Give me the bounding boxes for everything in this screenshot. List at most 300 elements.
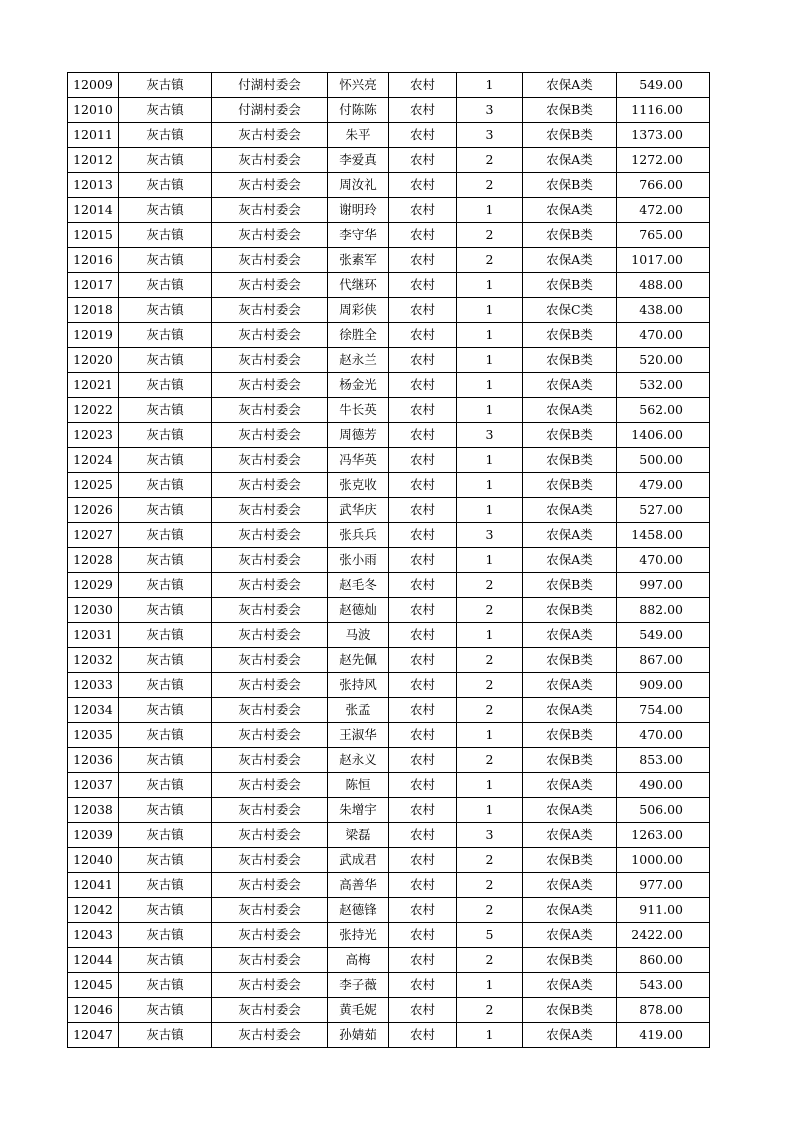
amount-cell: 500.00	[617, 448, 710, 473]
amount-cell: 1263.00	[617, 823, 710, 848]
insurance-category-cell: 农保A类	[523, 973, 617, 998]
insurance-category-cell: 农保B类	[523, 173, 617, 198]
record-id-cell: 12029	[68, 573, 119, 598]
town-cell: 灰古镇	[119, 973, 212, 998]
area-type-cell: 农村	[389, 423, 457, 448]
record-id-cell: 12013	[68, 173, 119, 198]
name-cell: 赵德灿	[328, 598, 389, 623]
name-cell: 周彩侠	[328, 298, 389, 323]
insurance-category-cell: 农保A类	[523, 523, 617, 548]
name-cell: 周德芳	[328, 423, 389, 448]
insurance-category-cell: 农保B类	[523, 273, 617, 298]
table-row	[68, 398, 710, 423]
name-cell: 赵德锋	[328, 898, 389, 923]
household-count-cell: 1	[457, 623, 523, 648]
household-count-cell: 2	[457, 173, 523, 198]
insurance-category-cell: 农保A类	[523, 198, 617, 223]
insurance-category-cell: 农保A类	[523, 373, 617, 398]
town-cell: 灰古镇	[119, 848, 212, 873]
area-type-cell: 农村	[389, 348, 457, 373]
table-row	[68, 173, 710, 198]
town-cell: 灰古镇	[119, 798, 212, 823]
table-row	[68, 598, 710, 623]
amount-cell: 909.00	[617, 673, 710, 698]
insurance-category-cell: 农保B类	[523, 123, 617, 148]
area-type-cell: 农村	[389, 373, 457, 398]
name-cell: 陈恒	[328, 773, 389, 798]
town-cell: 灰古镇	[119, 373, 212, 398]
record-id-cell: 12016	[68, 248, 119, 273]
record-id-cell: 12019	[68, 323, 119, 348]
town-cell: 灰古镇	[119, 573, 212, 598]
village-committee-cell: 灰古村委会	[212, 748, 328, 773]
village-committee-cell: 灰古村委会	[212, 773, 328, 798]
household-count-cell: 2	[457, 898, 523, 923]
insurance-category-cell: 农保B类	[523, 573, 617, 598]
household-count-cell: 2	[457, 748, 523, 773]
insurance-category-cell: 农保A类	[523, 623, 617, 648]
household-count-cell: 1	[457, 73, 523, 98]
table-row	[68, 473, 710, 498]
insurance-category-cell: 农保B类	[523, 98, 617, 123]
insurance-category-cell: 农保B类	[523, 748, 617, 773]
insurance-category-cell: 农保B类	[523, 348, 617, 373]
household-count-cell: 3	[457, 523, 523, 548]
village-committee-cell: 灰古村委会	[212, 673, 328, 698]
town-cell: 灰古镇	[119, 648, 212, 673]
name-cell: 梁磊	[328, 823, 389, 848]
name-cell: 张兵兵	[328, 523, 389, 548]
amount-cell: 438.00	[617, 298, 710, 323]
record-id-cell: 12031	[68, 623, 119, 648]
village-committee-cell: 灰古村委会	[212, 273, 328, 298]
household-count-cell: 1	[457, 448, 523, 473]
name-cell: 张孟	[328, 698, 389, 723]
household-count-cell: 2	[457, 223, 523, 248]
table-row	[68, 923, 710, 948]
town-cell: 灰古镇	[119, 423, 212, 448]
area-type-cell: 农村	[389, 573, 457, 598]
town-cell: 灰古镇	[119, 448, 212, 473]
name-cell: 王淑华	[328, 723, 389, 748]
village-committee-cell: 灰古村委会	[212, 848, 328, 873]
name-cell: 怀兴亮	[328, 73, 389, 98]
amount-cell: 977.00	[617, 873, 710, 898]
record-id-cell: 12009	[68, 73, 119, 98]
amount-cell: 765.00	[617, 223, 710, 248]
area-type-cell: 农村	[389, 698, 457, 723]
table-row	[68, 448, 710, 473]
area-type-cell: 农村	[389, 398, 457, 423]
area-type-cell: 农村	[389, 223, 457, 248]
insurance-category-cell: 农保B类	[523, 323, 617, 348]
household-count-cell: 3	[457, 423, 523, 448]
record-id-cell: 12046	[68, 998, 119, 1023]
insurance-category-cell: 农保B类	[523, 423, 617, 448]
insurance-category-cell: 农保A类	[523, 823, 617, 848]
name-cell: 李守华	[328, 223, 389, 248]
village-committee-cell: 灰古村委会	[212, 923, 328, 948]
insurance-category-cell: 农保A类	[523, 673, 617, 698]
table-row	[68, 848, 710, 873]
area-type-cell: 农村	[389, 623, 457, 648]
name-cell: 李爱真	[328, 148, 389, 173]
table-row	[68, 648, 710, 673]
household-count-cell: 2	[457, 998, 523, 1023]
area-type-cell: 农村	[389, 548, 457, 573]
area-type-cell: 农村	[389, 673, 457, 698]
household-count-cell: 1	[457, 198, 523, 223]
name-cell: 朱平	[328, 123, 389, 148]
area-type-cell: 农村	[389, 448, 457, 473]
record-id-cell: 12033	[68, 673, 119, 698]
town-cell: 灰古镇	[119, 948, 212, 973]
record-id-cell: 12018	[68, 298, 119, 323]
village-committee-cell: 灰古村委会	[212, 123, 328, 148]
insurance-category-cell: 农保A类	[523, 398, 617, 423]
table-row	[68, 998, 710, 1023]
amount-cell: 911.00	[617, 898, 710, 923]
name-cell: 赵先佩	[328, 648, 389, 673]
village-committee-cell: 灰古村委会	[212, 398, 328, 423]
household-count-cell: 1	[457, 348, 523, 373]
household-count-cell: 2	[457, 673, 523, 698]
household-count-cell: 1	[457, 373, 523, 398]
name-cell: 周汝礼	[328, 173, 389, 198]
amount-cell: 470.00	[617, 723, 710, 748]
village-committee-cell: 灰古村委会	[212, 248, 328, 273]
table-row	[68, 73, 710, 98]
name-cell: 付陈陈	[328, 98, 389, 123]
insurance-category-cell: 农保A类	[523, 798, 617, 823]
amount-cell: 490.00	[617, 773, 710, 798]
table-row	[68, 573, 710, 598]
household-count-cell: 2	[457, 248, 523, 273]
household-count-cell: 1	[457, 398, 523, 423]
area-type-cell: 农村	[389, 523, 457, 548]
insurance-category-cell: 农保A类	[523, 873, 617, 898]
household-count-cell: 1	[457, 298, 523, 323]
amount-cell: 419.00	[617, 1023, 710, 1048]
record-id-cell: 12041	[68, 873, 119, 898]
name-cell: 张持光	[328, 923, 389, 948]
record-id-cell: 12012	[68, 148, 119, 173]
record-id-cell: 12022	[68, 398, 119, 423]
amount-cell: 488.00	[617, 273, 710, 298]
area-type-cell: 农村	[389, 273, 457, 298]
household-count-cell: 2	[457, 948, 523, 973]
record-id-cell: 12027	[68, 523, 119, 548]
village-committee-cell: 灰古村委会	[212, 1023, 328, 1048]
village-committee-cell: 灰古村委会	[212, 348, 328, 373]
record-id-cell: 12030	[68, 598, 119, 623]
table-row	[68, 698, 710, 723]
area-type-cell: 农村	[389, 498, 457, 523]
name-cell: 杨金光	[328, 373, 389, 398]
household-count-cell: 1	[457, 1023, 523, 1048]
amount-cell: 470.00	[617, 548, 710, 573]
table-row	[68, 798, 710, 823]
town-cell: 灰古镇	[119, 473, 212, 498]
village-committee-cell: 灰古村委会	[212, 548, 328, 573]
household-count-cell: 1	[457, 498, 523, 523]
village-committee-cell: 灰古村委会	[212, 898, 328, 923]
town-cell: 灰古镇	[119, 523, 212, 548]
record-id-cell: 12047	[68, 1023, 119, 1048]
beneficiary-table	[67, 72, 710, 1048]
record-id-cell: 12044	[68, 948, 119, 973]
amount-cell: 882.00	[617, 598, 710, 623]
household-count-cell: 1	[457, 323, 523, 348]
record-id-cell: 12025	[68, 473, 119, 498]
table-row	[68, 898, 710, 923]
name-cell: 赵永兰	[328, 348, 389, 373]
area-type-cell: 农村	[389, 948, 457, 973]
amount-cell: 549.00	[617, 73, 710, 98]
village-committee-cell: 灰古村委会	[212, 598, 328, 623]
village-committee-cell: 灰古村委会	[212, 948, 328, 973]
household-count-cell: 1	[457, 548, 523, 573]
amount-cell: 860.00	[617, 948, 710, 973]
insurance-category-cell: 农保B类	[523, 848, 617, 873]
household-count-cell: 2	[457, 698, 523, 723]
record-id-cell: 12014	[68, 198, 119, 223]
table-row	[68, 673, 710, 698]
household-count-cell: 5	[457, 923, 523, 948]
amount-cell: 532.00	[617, 373, 710, 398]
name-cell: 徐胜全	[328, 323, 389, 348]
village-committee-cell: 灰古村委会	[212, 148, 328, 173]
table-row	[68, 973, 710, 998]
amount-cell: 1017.00	[617, 248, 710, 273]
town-cell: 灰古镇	[119, 548, 212, 573]
insurance-category-cell: 农保A类	[523, 923, 617, 948]
village-committee-cell: 灰古村委会	[212, 223, 328, 248]
household-count-cell: 2	[457, 648, 523, 673]
insurance-category-cell: 农保B类	[523, 223, 617, 248]
amount-cell: 853.00	[617, 748, 710, 773]
name-cell: 张持风	[328, 673, 389, 698]
area-type-cell: 农村	[389, 173, 457, 198]
household-count-cell: 1	[457, 473, 523, 498]
area-type-cell: 农村	[389, 773, 457, 798]
name-cell: 马波	[328, 623, 389, 648]
table-body	[68, 73, 710, 1048]
village-committee-cell: 灰古村委会	[212, 498, 328, 523]
name-cell: 赵永义	[328, 748, 389, 773]
insurance-category-cell: 农保B类	[523, 948, 617, 973]
table-row	[68, 498, 710, 523]
village-committee-cell: 灰古村委会	[212, 423, 328, 448]
insurance-category-cell: 农保B类	[523, 998, 617, 1023]
village-committee-cell: 灰古村委会	[212, 798, 328, 823]
area-type-cell: 农村	[389, 598, 457, 623]
name-cell: 朱增宇	[328, 798, 389, 823]
town-cell: 灰古镇	[119, 323, 212, 348]
amount-cell: 543.00	[617, 973, 710, 998]
table-row	[68, 523, 710, 548]
amount-cell: 1373.00	[617, 123, 710, 148]
insurance-category-cell: 农保A类	[523, 248, 617, 273]
record-id-cell: 12038	[68, 798, 119, 823]
insurance-category-cell: 农保A类	[523, 498, 617, 523]
town-cell: 灰古镇	[119, 598, 212, 623]
household-count-cell: 2	[457, 848, 523, 873]
household-count-cell: 2	[457, 148, 523, 173]
record-id-cell: 12024	[68, 448, 119, 473]
town-cell: 灰古镇	[119, 98, 212, 123]
amount-cell: 562.00	[617, 398, 710, 423]
household-count-cell: 3	[457, 123, 523, 148]
record-id-cell: 12040	[68, 848, 119, 873]
area-type-cell: 农村	[389, 748, 457, 773]
record-id-cell: 12020	[68, 348, 119, 373]
town-cell: 灰古镇	[119, 1023, 212, 1048]
name-cell: 黄毛妮	[328, 998, 389, 1023]
area-type-cell: 农村	[389, 473, 457, 498]
record-id-cell: 12021	[68, 373, 119, 398]
insurance-category-cell: 农保B类	[523, 473, 617, 498]
table-row	[68, 873, 710, 898]
town-cell: 灰古镇	[119, 248, 212, 273]
record-id-cell: 12028	[68, 548, 119, 573]
name-cell: 牛长英	[328, 398, 389, 423]
amount-cell: 520.00	[617, 348, 710, 373]
household-count-cell: 1	[457, 773, 523, 798]
town-cell: 灰古镇	[119, 348, 212, 373]
insurance-category-cell: 农保A类	[523, 698, 617, 723]
name-cell: 赵毛冬	[328, 573, 389, 598]
table-row	[68, 348, 710, 373]
amount-cell: 1406.00	[617, 423, 710, 448]
town-cell: 灰古镇	[119, 698, 212, 723]
village-committee-cell: 灰古村委会	[212, 998, 328, 1023]
table-row	[68, 223, 710, 248]
town-cell: 灰古镇	[119, 123, 212, 148]
household-count-cell: 2	[457, 598, 523, 623]
town-cell: 灰古镇	[119, 873, 212, 898]
village-committee-cell: 灰古村委会	[212, 473, 328, 498]
village-committee-cell: 灰古村委会	[212, 723, 328, 748]
area-type-cell: 农村	[389, 648, 457, 673]
amount-cell: 1272.00	[617, 148, 710, 173]
town-cell: 灰古镇	[119, 623, 212, 648]
household-count-cell: 3	[457, 823, 523, 848]
insurance-category-cell: 农保A类	[523, 73, 617, 98]
amount-cell: 479.00	[617, 473, 710, 498]
table-row	[68, 198, 710, 223]
town-cell: 灰古镇	[119, 398, 212, 423]
village-committee-cell: 灰古村委会	[212, 198, 328, 223]
area-type-cell: 农村	[389, 148, 457, 173]
town-cell: 灰古镇	[119, 173, 212, 198]
table-row	[68, 273, 710, 298]
amount-cell: 867.00	[617, 648, 710, 673]
record-id-cell: 12037	[68, 773, 119, 798]
town-cell: 灰古镇	[119, 298, 212, 323]
insurance-category-cell: 农保A类	[523, 773, 617, 798]
table-row	[68, 98, 710, 123]
record-id-cell: 12026	[68, 498, 119, 523]
record-id-cell: 12010	[68, 98, 119, 123]
amount-cell: 1116.00	[617, 98, 710, 123]
household-count-cell: 2	[457, 573, 523, 598]
village-committee-cell: 灰古村委会	[212, 373, 328, 398]
name-cell: 代继环	[328, 273, 389, 298]
village-committee-cell: 灰古村委会	[212, 298, 328, 323]
insurance-category-cell: 农保A类	[523, 548, 617, 573]
name-cell: 张小雨	[328, 548, 389, 573]
name-cell: 谢明玲	[328, 198, 389, 223]
village-committee-cell: 灰古村委会	[212, 448, 328, 473]
name-cell: 高梅	[328, 948, 389, 973]
area-type-cell: 农村	[389, 798, 457, 823]
area-type-cell: 农村	[389, 298, 457, 323]
insurance-category-cell: 农保B类	[523, 723, 617, 748]
insurance-category-cell: 农保C类	[523, 298, 617, 323]
table-row	[68, 773, 710, 798]
village-committee-cell: 灰古村委会	[212, 573, 328, 598]
town-cell: 灰古镇	[119, 198, 212, 223]
household-count-cell: 2	[457, 873, 523, 898]
table-row	[68, 623, 710, 648]
household-count-cell: 1	[457, 723, 523, 748]
insurance-category-cell: 农保A类	[523, 1023, 617, 1048]
name-cell: 武华庆	[328, 498, 389, 523]
insurance-category-cell: 农保A类	[523, 898, 617, 923]
name-cell: 李子薇	[328, 973, 389, 998]
amount-cell: 527.00	[617, 498, 710, 523]
table-row	[68, 548, 710, 573]
insurance-category-cell: 农保A类	[523, 148, 617, 173]
village-committee-cell: 灰古村委会	[212, 323, 328, 348]
record-id-cell: 12015	[68, 223, 119, 248]
village-committee-cell: 付湖村委会	[212, 73, 328, 98]
town-cell: 灰古镇	[119, 923, 212, 948]
household-count-cell: 1	[457, 973, 523, 998]
amount-cell: 997.00	[617, 573, 710, 598]
town-cell: 灰古镇	[119, 273, 212, 298]
record-id-cell: 12017	[68, 273, 119, 298]
table-row	[68, 123, 710, 148]
record-id-cell: 12023	[68, 423, 119, 448]
village-committee-cell: 灰古村委会	[212, 973, 328, 998]
area-type-cell: 农村	[389, 1023, 457, 1048]
amount-cell: 472.00	[617, 198, 710, 223]
name-cell: 武成君	[328, 848, 389, 873]
area-type-cell: 农村	[389, 998, 457, 1023]
amount-cell: 766.00	[617, 173, 710, 198]
record-id-cell: 12036	[68, 748, 119, 773]
name-cell: 冯华英	[328, 448, 389, 473]
village-committee-cell: 灰古村委会	[212, 823, 328, 848]
amount-cell: 2422.00	[617, 923, 710, 948]
area-type-cell: 农村	[389, 123, 457, 148]
household-count-cell: 1	[457, 798, 523, 823]
amount-cell: 1458.00	[617, 523, 710, 548]
area-type-cell: 农村	[389, 823, 457, 848]
table-row	[68, 423, 710, 448]
village-committee-cell: 付湖村委会	[212, 98, 328, 123]
area-type-cell: 农村	[389, 898, 457, 923]
area-type-cell: 农村	[389, 98, 457, 123]
table-row	[68, 823, 710, 848]
table-row	[68, 948, 710, 973]
town-cell: 灰古镇	[119, 673, 212, 698]
town-cell: 灰古镇	[119, 773, 212, 798]
area-type-cell: 农村	[389, 323, 457, 348]
record-id-cell: 12011	[68, 123, 119, 148]
